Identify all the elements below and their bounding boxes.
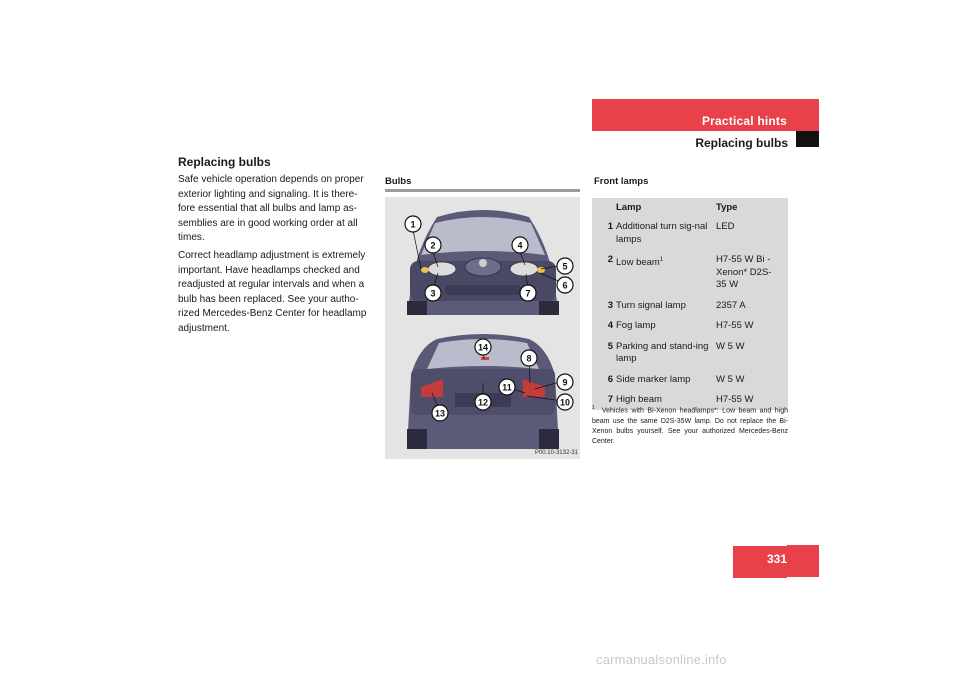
callout-14: 14	[477, 342, 489, 353]
watermark: carmanualsonline.info	[596, 652, 727, 667]
table-row: 3 Turn signal lamp 2357 A	[607, 299, 746, 311]
callout-4: 4	[517, 240, 523, 251]
callout-9: 9	[562, 377, 568, 388]
type-column-header: Type	[716, 201, 738, 213]
vehicle-illustration	[385, 197, 580, 459]
header-banner	[592, 99, 819, 131]
callout-2: 2	[430, 240, 436, 251]
callout-13: 13	[434, 408, 446, 419]
callout-12: 12	[477, 397, 489, 408]
lamp-column-header: Lamp	[616, 201, 642, 213]
front-lamps-table	[592, 198, 788, 410]
callout-5: 5	[562, 261, 568, 272]
callout-3: 3	[430, 288, 436, 299]
page-number-box	[733, 546, 787, 578]
page-number: 331	[766, 552, 787, 566]
table-row: 2 Low beam$^1$ H7-55 W Bi -Xenon* D2S-35 W	[607, 254, 772, 290]
header-title: Practical hints	[701, 114, 787, 128]
table-header	[592, 198, 788, 216]
footnote-reference: 1	[659, 257, 664, 263]
callout-10: 10	[559, 397, 571, 408]
vehicle-figure	[385, 197, 580, 459]
adjustment-paragraph: Correct headlamp adjustment is extremely important. Have headlamps checked and readjusted at regular intervals and when a bulb has been replaced. See your autho-rized Mercedes-Benz Center for headlamp adjustment.	[178, 250, 367, 334]
section-title: Replacing bulbs	[178, 155, 271, 169]
footnote-mark: 1	[592, 405, 595, 411]
figure-code: P00.10-3132-31	[534, 450, 578, 456]
header-marker	[796, 131, 819, 147]
callout-11: 11	[502, 382, 512, 393]
callout-6: 6	[562, 280, 568, 291]
intro-paragraph: Safe vehicle operation depends on proper exterior lighting and signaling. It is there-fore essential that all bulbs and lamp as-semblies are in good working order at all times.	[178, 174, 364, 244]
table-row: 4 Fog lamp H7-55 W	[607, 320, 754, 331]
table-row: 1 Additional turn sig-nal lamps LED	[607, 221, 735, 245]
table-footnote: $^1$ Vehicles with Bi-Xenon headlamps*: Low beam and high beam use the same D2S-35W lamp. Do not replace the Bi-Xenon bulbs yourself. See your authorized Mercedes-Benz Center.	[592, 405, 789, 446]
footer-marker	[787, 545, 819, 577]
table-row: 6 Side marker lamp W 5 W	[607, 373, 745, 385]
heading-rule	[385, 189, 580, 192]
bulbs-heading: Bulbs	[385, 176, 412, 187]
table-row: 5 Parking and stand-ing lamp W 5 W	[607, 340, 745, 364]
callout-7: 7	[525, 288, 531, 299]
front-lamps-heading: Front lamps	[594, 176, 649, 187]
callout-8: 8	[526, 353, 532, 364]
header-subtitle: Replacing bulbs	[695, 136, 788, 150]
table-row: 7 High beam H7-55 W	[607, 394, 754, 405]
callout-1: 1	[410, 219, 416, 230]
